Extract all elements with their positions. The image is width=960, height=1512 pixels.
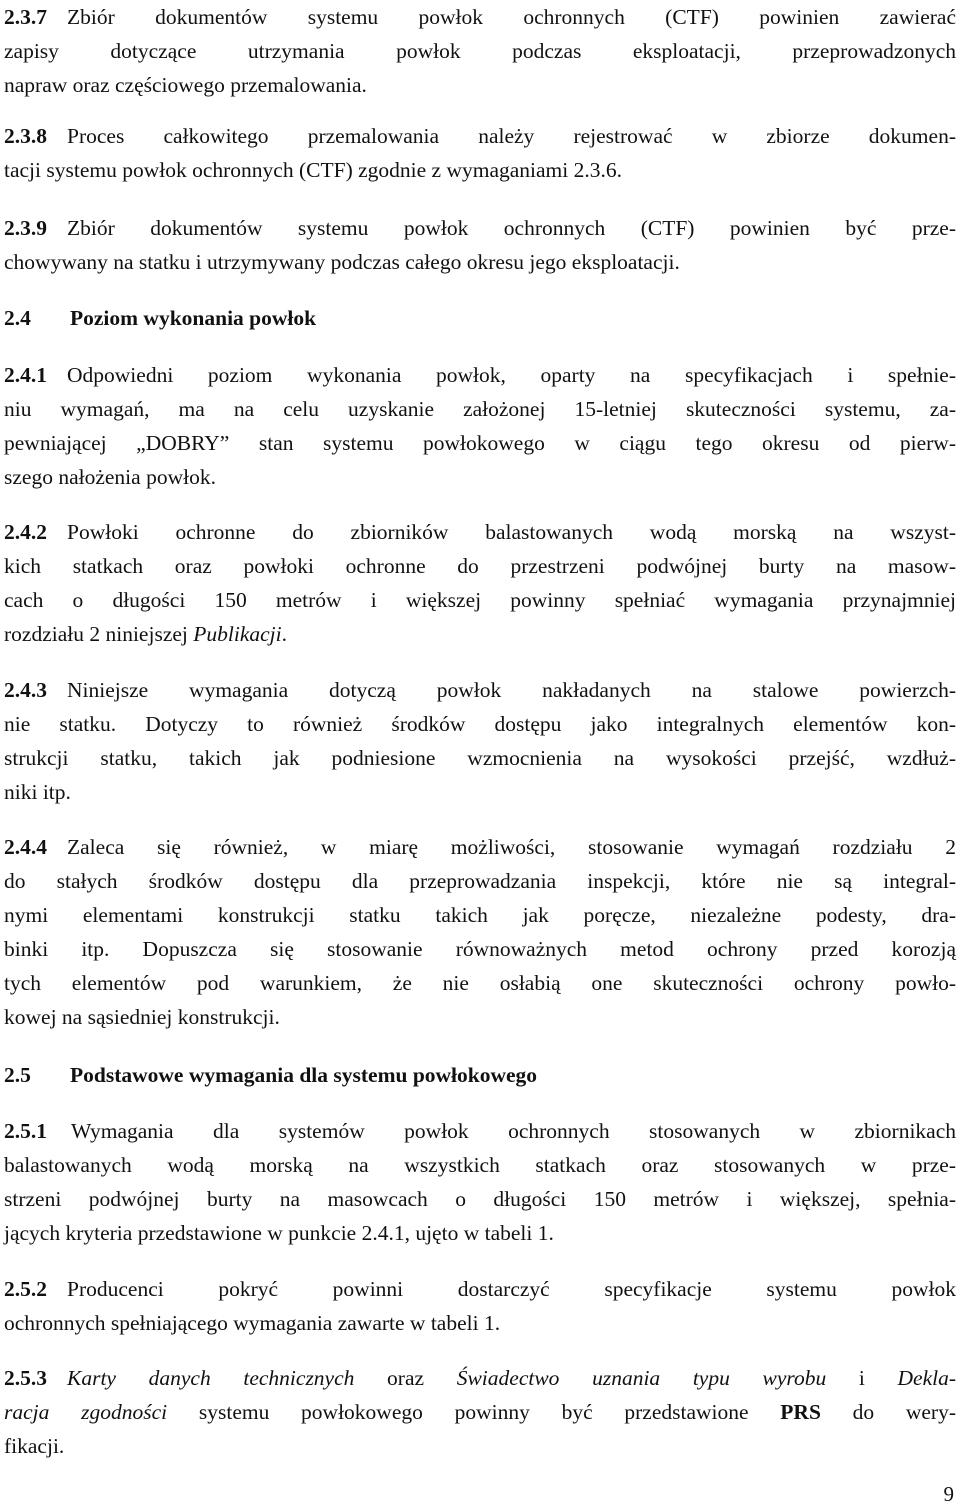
paragraph-text: ochronnych spełniającego wymagania zawarte w tabeli 1. [4,1311,501,1335]
paragraph-text: strzeni podwójnej burty na masowcach o długości 150 metrów i większej, spełnia- [4,1187,956,1211]
paragraph-2-4-1 [4,358,956,494]
paragraph-text: cach o długości 150 metrów i większej powinny spełniać wymagania przynajmniej [4,588,956,612]
paragraph-text: Zaleca się również, w miarę możliwości, stosowanie wymagań rozdziału 2 [67,835,956,859]
paragraph-text: strukcji statku, takich jak podniesione wzmocnienia na wysokości przejść, wzdłuż- [4,746,956,770]
paragraph-text: systemu powłokowego powinny być przedstawione [167,1400,781,1424]
paragraph-2-3-9 [4,211,956,279]
paragraph-2-4-3 [4,673,956,809]
paragraph-number: 2.4.1 [4,363,47,387]
paragraph-text: zapisy dotyczące utrzymania powłok podczas eksploatacji, przeprowadzonych [4,39,956,63]
paragraph-text: szego nałożenia powłok. [4,465,216,489]
paragraph-text: Wymagania dla systemów powłok ochronnych stosowanych w zbiornikach [71,1119,956,1143]
section-title: Podstawowe wymagania dla systemu powłokowego [70,1063,538,1087]
section-title: Poziom wykonania powłok [70,306,317,330]
paragraph-text: balastowanych wodą morską na wszystkich statkach oraz stosowanych w prze- [4,1153,956,1177]
paragraph-2-5-3 [4,1361,956,1463]
paragraph-number: 2.4.3 [4,678,47,702]
paragraph-text: do wery- [820,1400,957,1424]
section-heading-2-5 [4,1058,956,1092]
paragraph-2-5-1 [4,1114,956,1250]
paragraph-text: Niniejsze wymagania dotyczą powłok nakładanych na stalowe powierzch- [67,678,956,702]
paragraph-2-4-2 [4,515,956,651]
paragraph-text: tych elementów pod warunkiem, że nie osłabią one skuteczności ochrony powło- [4,971,956,995]
paragraph-text: Powłoki ochronne do zbiorników balastowanych wodą morską na wszyst- [67,520,956,544]
paragraph-text: chowywany na statku i utrzymywany podczas całego okresu jego eksploatacji. [4,250,680,274]
paragraph-text: napraw oraz częściowego przemalowania. [4,73,367,97]
paragraph-text: binki itp. Dopuszcza się stosowanie równoważnych metod ochrony przed korozją [4,937,956,961]
paragraph-text: rozdziału 2 niniejszej [4,622,194,646]
paragraph-text: fikacji. [4,1434,65,1458]
paragraph-text: pewniającej „DOBRY” stan systemu powłokowego w ciągu tego okresu od pierw- [4,431,956,455]
paragraph-text: jących kryteria przedstawione w punkcie 2.4.1, ujęto w tabeli 1. [4,1221,554,1245]
paragraph-text: niu wymagań, ma na celu uzyskanie założonej 15-letniej skuteczności systemu, za- [4,397,956,421]
paragraph-number: 2.3.9 [4,216,47,240]
paragraph-text: Zbiór dokumentów systemu powłok ochronnych (CTF) powinien być prze- [67,216,956,240]
paragraph-text: Odpowiedni poziom wykonania powłok, oparty na specyfikacjach i spełnie- [67,363,956,387]
paragraph-text: nie statku. Dotyczy to również środków dostępu jako integralnych elementów kon- [4,712,956,736]
paragraph-text: kowej na sąsiedniej konstrukcji. [4,1005,280,1029]
paragraph-number: 2.4.4 [4,835,47,859]
paragraph-text: Proces całkowitego przemalowania należy rejestrować w zbiorze dokumen- [67,124,956,148]
paragraph-2-3-8 [4,119,956,187]
paragraph-text: i [826,1366,898,1390]
page-number: 9 [943,1482,954,1506]
document-name: Świadectwo uznania typu wyrobu [456,1366,827,1390]
publication-reference: Publikacji [193,622,282,646]
paragraph-number: 2.5.1 [4,1119,47,1143]
paragraph-text: nymi elementami konstrukcji statku takich jak poręcze, niezależne podesty, dra- [4,903,956,927]
paragraph-number: 2.5.3 [4,1366,47,1390]
document-name: Karty danych technicznych [67,1366,355,1390]
document-name: Dekla- [897,1366,957,1390]
document-name: racja zgodności [4,1400,168,1424]
paragraph-number: 2.4.2 [4,520,47,544]
paragraph-text: . [281,622,287,646]
paragraph-2-4-4 [4,830,956,1034]
paragraph-text: tacji systemu powłok ochronnych (CTF) zgodnie z wymaganiami 2.3.6. [4,158,622,182]
paragraph-number: 2.3.7 [4,5,47,29]
section-number: 2.4 [4,306,31,330]
paragraph-2-5-2 [4,1272,956,1340]
paragraph-2-3-7 [4,0,956,102]
paragraph-text: niki itp. [4,780,71,804]
paragraph-text: Producenci pokryć powinni dostarczyć specyfikacje systemu powłok [67,1277,956,1301]
paragraph-text: do stałych środków dostępu dla przeprowadzania inspekcji, które nie są integral- [4,869,956,893]
section-number: 2.5 [4,1063,31,1087]
organization-name: PRS [780,1400,821,1424]
paragraph-number: 2.3.8 [4,124,47,148]
paragraph-text: kich statkach oraz powłoki ochronne do przestrzeni podwójnej burty na masow- [4,554,956,578]
section-heading-2-4 [4,301,956,335]
paragraph-number: 2.5.2 [4,1277,47,1301]
paragraph-text: oraz [354,1366,457,1390]
paragraph-text: Zbiór dokumentów systemu powłok ochronnych (CTF) powinien zawierać [67,5,956,29]
